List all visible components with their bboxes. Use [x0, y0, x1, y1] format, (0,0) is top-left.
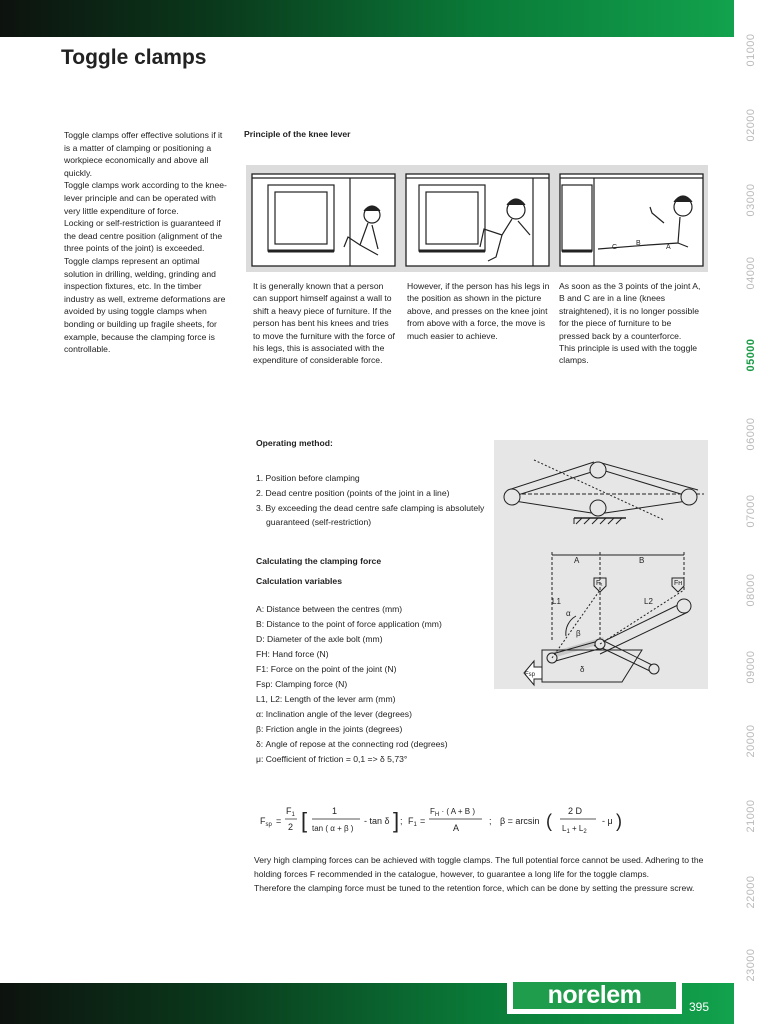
formula-mu: - μ: [602, 816, 613, 826]
section-tab-label: 09000: [745, 650, 757, 684]
section-tab-23000[interactable]: [737, 935, 765, 995]
svg-text:]: ]: [393, 808, 400, 833]
svg-text:L1 + L2: [562, 824, 587, 835]
knee-lever-heading: Principle of the knee lever: [244, 129, 351, 139]
conclusion-paragraph: Very high clamping forces can be achieved with toggle clamps. The full potential force cannot be used. Adhering to the holding forces F recommended in the catalogue, however, to guarantee a long life for the toggle clamps.: [254, 855, 704, 879]
knee-lever-illustration: [246, 165, 708, 272]
operating-steps: [256, 471, 486, 530]
caption-paragraph: However, if the person has his legs in the position as shown in the picture above, and presses on the knee joint from above with a force, the move is much easier to achieve.: [407, 281, 550, 341]
knee-caption-2: [407, 280, 552, 342]
variable-item: B: Distance to the point of force application (mm): [256, 618, 442, 629]
operating-step: 2. Dead centre position (points of the joint in a line): [256, 487, 450, 498]
svg-text:): ): [616, 811, 622, 831]
formula-two-d: 2 D: [568, 806, 583, 816]
formula-eq: =: [276, 816, 282, 826]
formula-f1-sub: 1: [291, 812, 295, 818]
formula-drawing: [260, 800, 710, 840]
joint-label-a: A: [666, 244, 671, 251]
dim-label-b: B: [639, 556, 645, 565]
variable-item: μ: Coefficient of friction = 0,1 => δ 5,73°: [256, 753, 408, 764]
angle-label-beta: β: [576, 629, 581, 638]
section-tab-05000[interactable]: [737, 325, 765, 385]
formula-two: 2: [288, 822, 294, 832]
formula-sep: ;: [400, 816, 403, 826]
page-number: 395: [689, 1000, 710, 1014]
section-tab-22000[interactable]: [737, 862, 765, 922]
section-tab-label: 07000: [745, 494, 757, 528]
variable-item: α: Inclination angle of the lever (degrees): [256, 708, 412, 719]
intro-paragraph: Toggle clamps represent an optimal solution in drilling, welding, grinding and inspection fixtures, etc. In the timber industry as well, extreme deformations are avoided by using toggle clamps when bonding or building up fragile sheets, for example, because the clamping force is controllable.: [64, 255, 226, 355]
formula-fsp: F: [260, 816, 266, 826]
section-tab-03000[interactable]: [737, 170, 765, 230]
caption-paragraph: This principle is used with the toggle clamps.: [559, 343, 698, 366]
section-tab-label: 01000: [745, 33, 757, 67]
calc-subheading: Calculation variables: [256, 576, 342, 586]
lever-label-l1: L1: [552, 597, 561, 606]
formula-eq2: =: [420, 816, 426, 826]
section-tab-20000[interactable]: [737, 711, 765, 771]
svg-text:FH · ( A + B ): [430, 807, 475, 818]
formula-minus-tan: - tan δ: [364, 816, 390, 826]
angle-label-delta: δ: [580, 665, 585, 674]
variable-item: F1: Force on the point of the joint (N): [256, 663, 397, 674]
knee-caption-1: [253, 280, 398, 367]
toggle-mechanism-diagrams: [494, 440, 708, 689]
section-tab-04000[interactable]: [737, 243, 765, 303]
variable-item: A: Distance between the centres (mm): [256, 604, 403, 614]
page-title: Toggle clamps: [61, 46, 207, 69]
section-tab-label: 21000: [745, 799, 757, 833]
svg-text:Fsp: [260, 816, 273, 828]
operating-step: 3. By exceeding the dead centre safe clamping is absolutely guaranteed (self-restriction): [256, 502, 485, 528]
formula-fh-rest: · ( A + B ): [439, 807, 476, 816]
section-tab-label: 03000: [745, 183, 757, 217]
svg-text:[: [: [301, 808, 308, 833]
intro-paragraph: Toggle clamps work according to the knee-lever principle and can be operated with very little expenditure of force.: [64, 180, 227, 216]
mechanism-drawing: [494, 440, 708, 689]
intro-text: [64, 129, 230, 356]
variable-item: Fsp: Clamping force (N): [256, 678, 348, 689]
calc-heading: Calculating the clamping force: [256, 556, 382, 566]
norelem-logo: [507, 976, 682, 1014]
logo-wordmark: norelem: [513, 982, 676, 1009]
formula-sep2: ;: [489, 816, 492, 826]
caption-paragraph: It is generally known that a person can support himself against a wall to shift a heavy piece of furniture. If the person has bent his knees and tries to move the furniture with the force of his legs, this is associated with the expenditure of considerable force.: [253, 281, 395, 366]
top-banner: [0, 0, 734, 37]
intro-paragraph: Locking or self-restriction is guaranteed if the dead centre position (alignment of the three points of the joint) is exceeded.: [64, 218, 223, 254]
section-tab-label: 06000: [745, 417, 757, 451]
formula-f1b-sub: 1: [413, 822, 417, 828]
formula-f1b: F: [408, 816, 414, 826]
section-tab-21000[interactable]: [737, 786, 765, 846]
caption-paragraph: As soon as the 3 points of the joint A, B and C are in a line (knees straightened), it is no longer possible for the piece of furniture to be pressed back by a counterforce.: [559, 281, 701, 341]
intro-paragraph: Toggle clamps offer effective solutions if it is a matter of clamping or positioning a workpiece economically and above all quickly.: [64, 130, 223, 178]
formula-l2-sub: 2: [583, 829, 587, 835]
calculation-variables: [256, 602, 486, 766]
formula-l-den: L: [562, 824, 567, 833]
dim-label-a: A: [574, 556, 580, 565]
force-label-f1: F₁: [596, 580, 603, 587]
svg-text:(: (: [546, 811, 552, 831]
svg-text:F1: [286, 806, 296, 818]
variable-item: D: Diameter of the axle bolt (mm): [256, 633, 383, 644]
section-tab-07000[interactable]: [737, 481, 765, 541]
formula-f1: F: [286, 806, 292, 816]
angle-label-alpha: α: [566, 609, 571, 618]
lever-label-l2: L2: [644, 597, 653, 606]
formula-fh-sub: H: [434, 812, 440, 818]
formula-fh: F: [430, 807, 435, 816]
operating-method-heading: Operating method:: [256, 438, 333, 448]
svg-text:F1: [408, 816, 418, 828]
formula-tan-den: tan ( α + β ): [312, 824, 354, 833]
section-tab-06000[interactable]: [737, 404, 765, 464]
section-tab-08000[interactable]: [737, 560, 765, 620]
section-tab-label: 20000: [745, 724, 757, 758]
knee-caption-3: [559, 280, 704, 367]
force-label-fsp: Fsp: [525, 672, 536, 678]
section-tab-label: 02000: [745, 108, 757, 142]
conclusion-paragraph: Therefore the clamping force must be tuned to the retention force, which can be done by setting the pressure screw.: [254, 883, 695, 893]
formula-l1-sub: 1: [566, 829, 570, 835]
section-tab-09000[interactable]: [737, 637, 765, 697]
variable-item: β: Friction angle in the joints (degrees): [256, 723, 403, 734]
formula-one: 1: [332, 806, 338, 816]
variable-item: δ: Angle of repose at the connecting rod (degrees): [256, 738, 448, 749]
section-tab-label: 23000: [745, 948, 757, 982]
section-tab-01000[interactable]: [737, 20, 765, 80]
section-tab-label: 04000: [745, 256, 757, 290]
section-tab-02000[interactable]: [737, 95, 765, 155]
conclusion-text: [254, 853, 709, 895]
formula-fsp-sub: sp: [265, 822, 272, 828]
operating-step: 1. Position before clamping: [256, 473, 360, 483]
joint-label-c: C: [612, 244, 618, 251]
variable-item: FH: Hand force (N): [256, 648, 329, 659]
formula-a-den: A: [453, 823, 460, 833]
joint-label-b: B: [636, 240, 641, 247]
formula-beta: β = arcsin: [500, 816, 540, 826]
section-tab-label: 08000: [745, 573, 757, 607]
force-label-fh: Fʜ: [674, 580, 683, 587]
formula-plus: + L: [569, 824, 584, 833]
knee-lever-drawing: [246, 165, 708, 272]
clamping-force-formula: [260, 800, 710, 840]
variable-item: L1, L2: Length of the lever arm (mm): [256, 693, 396, 704]
section-tab-label: 22000: [745, 875, 757, 909]
section-tab-label: 05000: [745, 338, 757, 372]
